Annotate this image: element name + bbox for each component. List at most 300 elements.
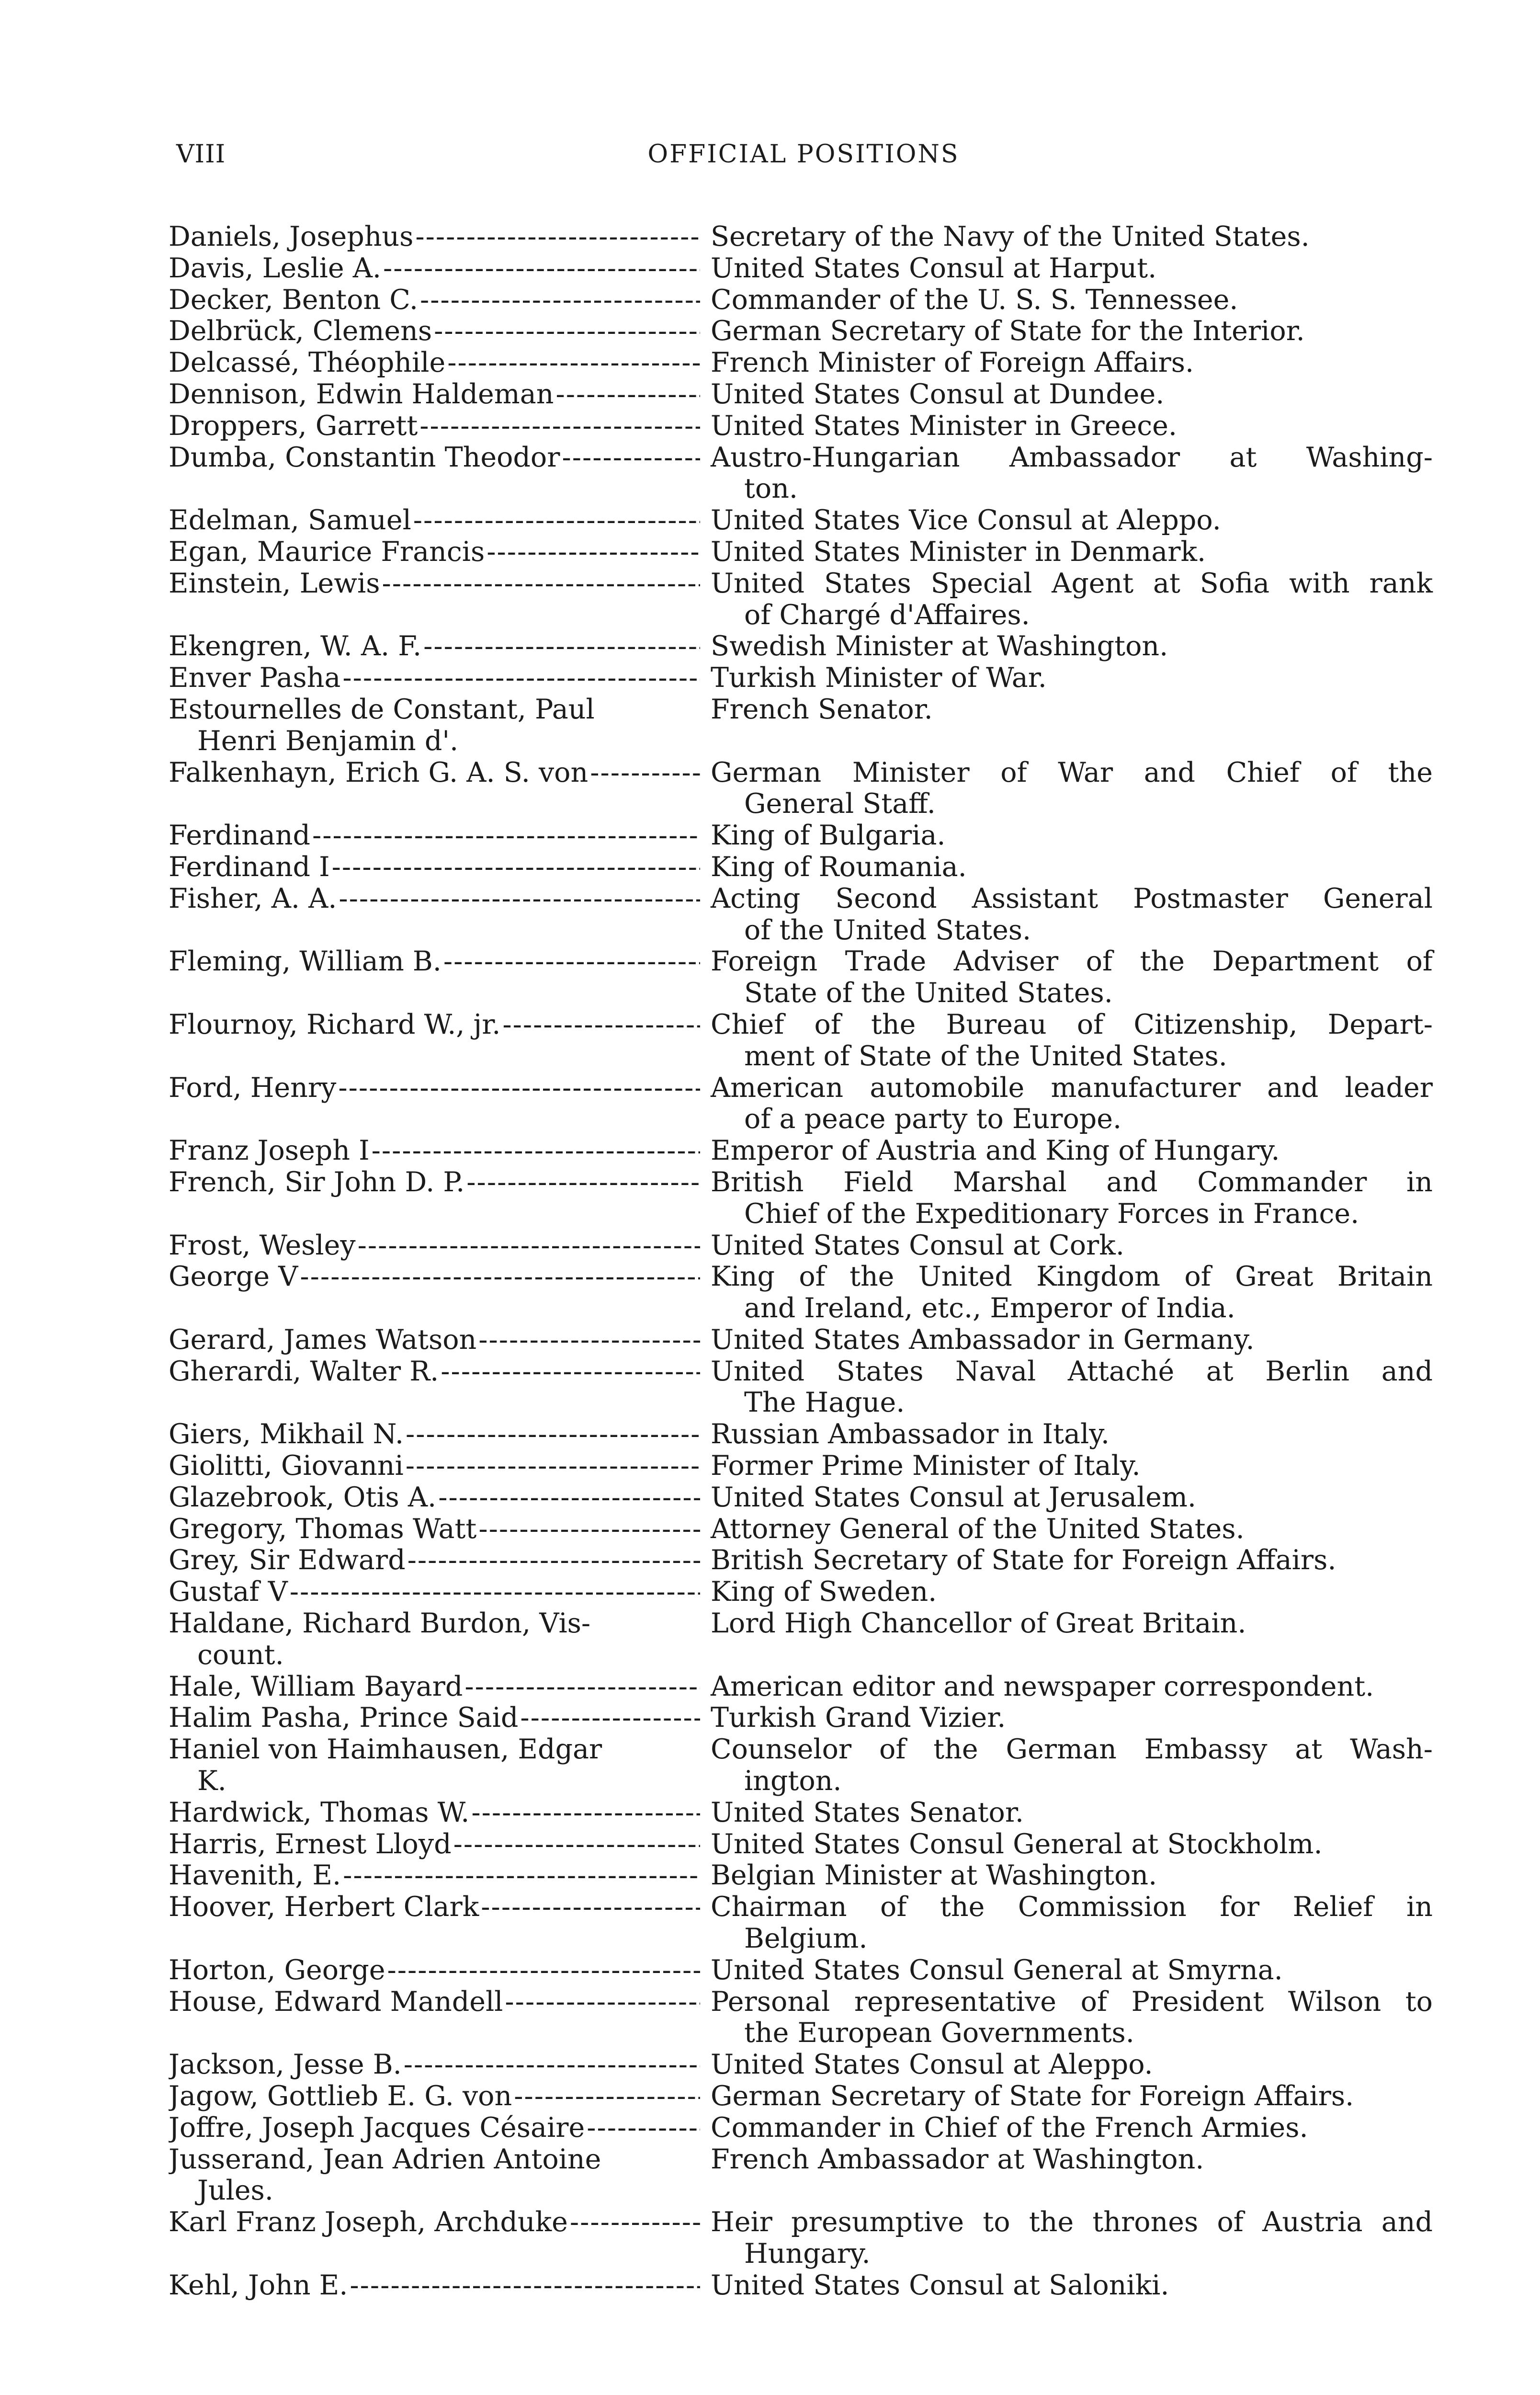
column-gap — [700, 1671, 711, 1703]
list-item — [169, 1860, 1433, 1892]
position-description-line: United States Naval Attaché at Berlin and — [711, 1355, 1433, 1387]
position-description-line: United States Vice Consul at Aleppo. — [711, 504, 1221, 536]
person-name-text: Franz Joseph I — [169, 1135, 370, 1167]
person-name-text: Dennison, Edwin Haldeman — [169, 378, 554, 410]
person-name-text: Ferdinand I — [169, 851, 330, 883]
person-name-line: Jusserand, Jean Adrien Antoine — [169, 2144, 601, 2175]
dot-leader — [441, 1356, 700, 1388]
dot-leader — [342, 662, 700, 694]
list-item — [169, 2270, 1433, 2302]
position-description-line: Chairman of the Commission for Relief in — [711, 1891, 1433, 1923]
list-item — [169, 946, 1433, 1009]
person-name-text: Kehl, John E. — [169, 2270, 348, 2301]
list-item — [169, 1892, 1433, 1955]
column-gap — [700, 694, 711, 757]
person-name — [169, 1955, 700, 1986]
list-item — [169, 1230, 1433, 1262]
position-description — [711, 1450, 1433, 1482]
person-name — [169, 316, 700, 347]
person-name — [169, 1608, 700, 1671]
person-name — [169, 946, 700, 1009]
dot-leader — [438, 1482, 700, 1514]
person-name — [169, 347, 700, 379]
position-description — [711, 536, 1433, 568]
column-gap — [700, 1576, 711, 1608]
person-name — [169, 379, 700, 411]
dot-leader — [419, 411, 700, 442]
position-description-line: United States Consul General at Smyrna. — [711, 1954, 1283, 1986]
person-name-text: Jackson, Jesse B. — [169, 2049, 402, 2081]
person-name-text: Giolitti, Giovanni — [169, 1450, 404, 1482]
person-name-text: Droppers, Garrett — [169, 410, 418, 442]
position-description — [711, 2270, 1433, 2302]
person-name-text: Ford, Henry — [169, 1072, 337, 1104]
dot-leader — [406, 1419, 700, 1450]
position-description — [711, 1419, 1433, 1450]
column-gap — [700, 1734, 711, 1797]
dot-leader — [570, 2207, 700, 2238]
person-name — [169, 568, 700, 631]
list-item — [169, 820, 1433, 852]
position-description-line: the European Governments. — [744, 2017, 1134, 2049]
position-description-line: Acting Second Assistant Postmaster General — [711, 882, 1433, 914]
list-item — [169, 1072, 1433, 1136]
position-description-line: Swedish Minister at Washington. — [711, 630, 1168, 662]
person-name — [169, 2144, 700, 2207]
list-item — [169, 1324, 1433, 1356]
person-name — [169, 1829, 700, 1860]
list-item — [169, 442, 1433, 505]
person-name — [169, 1230, 700, 1262]
position-description — [711, 1261, 1433, 1324]
position-description-line: United States Consul General at Stockholm. — [711, 1828, 1323, 1860]
person-name — [169, 1009, 700, 1072]
position-description-line: King of the United Kingdom of Great Britain — [711, 1261, 1433, 1293]
position-description — [711, 820, 1433, 852]
column-gap — [700, 1356, 711, 1419]
dot-leader — [339, 883, 700, 915]
person-name — [169, 2270, 700, 2302]
dot-leader — [404, 2049, 700, 2081]
column-gap — [700, 1009, 711, 1072]
column-gap — [700, 411, 711, 442]
person-name-text: Dumba, Constantin Theodor — [169, 442, 560, 473]
position-description-line: Foreign Trade Adviser of the Department of — [711, 946, 1433, 978]
position-description-line: of the United States. — [744, 914, 1031, 946]
position-description — [711, 1734, 1433, 1797]
position-description — [711, 1702, 1433, 1734]
position-description — [711, 2081, 1433, 2112]
position-description-line: United States Minister in Greece. — [711, 410, 1178, 442]
column-gap — [700, 2112, 711, 2144]
position-description-line: German Minister of War and Chief of the — [711, 756, 1433, 788]
position-description — [711, 253, 1433, 285]
person-name-text: Einstein, Lewis — [169, 568, 380, 599]
list-item — [169, 568, 1433, 631]
position-description-line: Belgian Minister at Washington. — [711, 1859, 1157, 1892]
position-description — [711, 1514, 1433, 1545]
list-item — [169, 2207, 1433, 2270]
person-name — [169, 1261, 700, 1324]
person-name-text: Jagow, Gottlieb E. G. von — [169, 2081, 512, 2112]
position-description-line: Turkish Minister of War. — [711, 662, 1047, 694]
person-name — [169, 1986, 700, 2050]
person-name — [169, 1324, 700, 1356]
position-description — [711, 1829, 1433, 1860]
position-description — [711, 568, 1433, 631]
list-item — [169, 1167, 1433, 1230]
list-item — [169, 1482, 1433, 1514]
person-name — [169, 662, 700, 694]
dot-leader — [464, 1671, 700, 1703]
position-description-line: Attorney General of the United States. — [711, 1513, 1245, 1545]
person-name-text: Decker, Benton C. — [169, 284, 418, 316]
position-description — [711, 1986, 1433, 2050]
person-name — [169, 2081, 700, 2112]
list-item — [169, 757, 1433, 821]
list-item — [169, 1955, 1433, 1986]
dot-leader — [312, 820, 700, 852]
column-gap — [700, 505, 711, 536]
person-name-text: Gherardi, Walter R. — [169, 1356, 439, 1387]
column-gap — [700, 852, 711, 883]
column-gap — [700, 1702, 711, 1734]
person-name-line: Haldane, Richard Burdon, Vis- — [169, 1608, 591, 1640]
dot-leader — [290, 1576, 700, 1608]
page-header — [176, 140, 1431, 178]
position-description-line: King of Sweden. — [711, 1576, 937, 1608]
position-description-line: American automobile manufacturer and leader — [711, 1072, 1433, 1104]
position-description-line: French Ambassador at Washington. — [711, 2143, 1204, 2175]
person-name-line: K. — [197, 1765, 226, 1797]
dot-leader — [520, 1702, 700, 1734]
column-gap — [700, 1482, 711, 1514]
person-name-text: Delbrück, Clemens — [169, 316, 432, 347]
person-name-text: Flournoy, Richard W., jr. — [169, 1009, 501, 1040]
list-item — [169, 1545, 1433, 1576]
person-name-text: French, Sir John D. P. — [169, 1166, 465, 1198]
position-description — [711, 1009, 1433, 1072]
list-item — [169, 221, 1433, 253]
column-gap — [700, 2270, 711, 2302]
dot-leader — [502, 1009, 700, 1041]
position-description-line: of Chargé d'Affaires. — [744, 599, 1030, 631]
person-name — [169, 505, 700, 536]
column-gap — [700, 1514, 711, 1545]
list-item — [169, 253, 1433, 285]
position-description-line: Hungary. — [744, 2238, 871, 2270]
dot-leader — [383, 253, 700, 285]
person-name — [169, 1356, 700, 1419]
position-description-line: ton. — [744, 473, 798, 505]
position-description — [711, 221, 1433, 253]
position-description — [711, 442, 1433, 505]
person-name — [169, 1671, 700, 1703]
position-description-line: The Hague. — [744, 1387, 905, 1419]
person-name — [169, 883, 700, 947]
person-name — [169, 631, 700, 662]
column-gap — [700, 568, 711, 631]
position-description — [711, 2049, 1433, 2081]
position-description-line: United States Consul at Cork. — [711, 1229, 1124, 1261]
column-gap — [700, 1545, 711, 1576]
position-description — [711, 505, 1433, 536]
dot-leader — [443, 946, 700, 978]
position-description-line: Chief of the Bureau of Citizenship, Depart- — [711, 1008, 1433, 1040]
column-gap — [700, 1986, 711, 2050]
person-name — [169, 1450, 700, 1482]
person-name — [169, 442, 700, 505]
position-description — [711, 2207, 1433, 2270]
position-description-line: Heir presumptive to the thrones of Austria and — [711, 2206, 1433, 2238]
dot-leader — [587, 2112, 700, 2144]
column-gap — [700, 2144, 711, 2207]
person-name-line: Haniel von Haimhausen, Edgar — [169, 1734, 602, 1766]
list-item — [169, 411, 1433, 442]
person-name — [169, 1797, 700, 1829]
positions-list — [169, 221, 1433, 2302]
column-gap — [700, 316, 711, 347]
column-gap — [700, 946, 711, 1009]
list-item — [169, 1356, 1433, 1419]
dot-leader — [423, 631, 700, 662]
position-description-line: Commander in Chief of the French Armies. — [711, 2111, 1308, 2144]
person-name-text: Joffre, Joseph Jacques Césaire — [169, 2112, 585, 2144]
person-name — [169, 2112, 700, 2144]
list-item — [169, 631, 1433, 662]
dot-leader — [358, 1230, 700, 1262]
dot-leader — [590, 757, 700, 789]
position-description-line: United States Consul at Harput. — [711, 252, 1157, 284]
position-description — [711, 285, 1433, 316]
person-name-text: Fleming, William B. — [169, 946, 442, 978]
position-description — [711, 1072, 1433, 1136]
column-gap — [700, 2081, 711, 2112]
dot-leader — [487, 536, 700, 568]
dot-leader — [447, 347, 700, 379]
position-description — [711, 694, 1433, 757]
dot-leader — [478, 1514, 700, 1545]
person-name-text: Gustaf V — [169, 1576, 288, 1608]
position-description-line: Emperor of Austria and King of Hungary. — [711, 1135, 1280, 1167]
column-gap — [700, 1167, 711, 1230]
column-gap — [700, 1261, 711, 1324]
dot-leader — [555, 379, 700, 411]
person-name-line: count. — [197, 1639, 284, 1671]
person-name-text: Fisher, A. A. — [169, 883, 337, 914]
position-description — [711, 347, 1433, 379]
position-description-line: Chief of the Expeditionary Forces in France. — [744, 1198, 1359, 1230]
column-gap — [700, 1324, 711, 1356]
position-description-line: Former Prime Minister of Italy. — [711, 1450, 1141, 1482]
dot-leader — [505, 1986, 700, 2018]
dot-leader — [415, 221, 700, 253]
dot-leader — [478, 1324, 700, 1356]
person-name — [169, 1072, 700, 1136]
column-gap — [700, 820, 711, 852]
position-description — [711, 1576, 1433, 1608]
position-description-line: ment of State of the United States. — [744, 1040, 1227, 1072]
list-item — [169, 2049, 1433, 2081]
position-description-line: British Secretary of State for Foreign Affairs. — [711, 1544, 1336, 1576]
dot-leader — [300, 1261, 700, 1293]
list-item — [169, 316, 1433, 347]
position-description — [711, 1230, 1433, 1262]
position-description-line: Belgium. — [744, 1923, 868, 1955]
person-name-text: Delcassé, Théophile — [169, 347, 446, 379]
column-gap — [700, 757, 711, 821]
position-description — [711, 883, 1433, 947]
position-description — [711, 1671, 1433, 1703]
position-description — [711, 1608, 1433, 1671]
list-item — [169, 2144, 1433, 2207]
list-item — [169, 1261, 1433, 1324]
dot-leader — [372, 1135, 700, 1167]
list-item — [169, 852, 1433, 883]
person-name — [169, 221, 700, 253]
person-name-text: Halim Pasha, Prince Said — [169, 1702, 519, 1734]
position-description-line: United States Consul at Saloniki. — [711, 2269, 1169, 2301]
column-gap — [700, 1072, 711, 1136]
person-name-text: Hale, William Bayard — [169, 1671, 463, 1702]
person-name-line: Henri Benjamin d'. — [197, 725, 459, 757]
position-description — [711, 316, 1433, 347]
person-name — [169, 1860, 700, 1892]
dot-leader — [408, 1545, 700, 1576]
position-description-line: General Staff. — [744, 788, 936, 820]
column-gap — [700, 1135, 711, 1167]
position-description — [711, 1892, 1433, 1955]
dot-leader — [338, 1072, 700, 1104]
position-description — [711, 1324, 1433, 1356]
dot-leader — [332, 852, 700, 883]
position-description — [711, 2112, 1433, 2144]
person-name — [169, 1514, 700, 1545]
list-item — [169, 1829, 1433, 1860]
position-description-line: United States Consul at Jerusalem. — [711, 1481, 1197, 1513]
person-name — [169, 2207, 700, 2270]
position-description — [711, 1860, 1433, 1892]
list-item — [169, 1797, 1433, 1829]
dot-leader — [481, 1892, 700, 1923]
position-description — [711, 1167, 1433, 1230]
position-description-line: United States Ambassador in Germany. — [711, 1323, 1255, 1356]
person-name-text: Horton, George — [169, 1954, 385, 1986]
person-name — [169, 1576, 700, 1608]
position-description — [711, 1356, 1433, 1419]
person-name-text: Ferdinand — [169, 820, 311, 852]
list-item — [169, 1671, 1433, 1703]
column-gap — [700, 347, 711, 379]
column-gap — [700, 1860, 711, 1892]
position-description-line: Commander of the U. S. S. Tennessee. — [711, 284, 1238, 316]
position-description-line: British Field Marshal and Commander in — [711, 1166, 1433, 1198]
person-name — [169, 1482, 700, 1514]
person-name-text: Hoover, Herbert Clark — [169, 1892, 479, 1923]
list-item — [169, 285, 1433, 316]
position-description-line: French Minister of Foreign Affairs. — [711, 347, 1194, 379]
position-description-line: German Secretary of State for the Interior. — [711, 315, 1305, 347]
position-description-line: Lord High Chancellor of Great Britain. — [711, 1608, 1246, 1640]
person-name-text: Egan, Maurice Francis — [169, 536, 485, 568]
list-item — [169, 536, 1433, 568]
person-name-text: Giers, Mikhail N. — [169, 1419, 404, 1450]
person-name — [169, 1734, 700, 1797]
dot-leader — [514, 2081, 700, 2112]
list-item — [169, 1608, 1433, 1671]
person-name — [169, 1135, 700, 1167]
person-name — [169, 1419, 700, 1450]
column-gap — [700, 883, 711, 947]
position-description-line: Austro-Hungarian Ambassador at Washing- — [711, 441, 1433, 473]
person-name — [169, 820, 700, 852]
list-item — [169, 1419, 1433, 1450]
position-description-line: Personal representative of President Wilson to — [711, 1985, 1433, 2018]
list-item — [169, 694, 1433, 757]
column-gap — [700, 1419, 711, 1450]
position-description-line: State of the United States. — [744, 977, 1113, 1009]
person-name — [169, 285, 700, 316]
list-item — [169, 505, 1433, 536]
column-gap — [700, 253, 711, 285]
dot-leader — [413, 505, 700, 536]
list-item — [169, 662, 1433, 694]
position-description-line: and Ireland, etc., Emperor of India. — [744, 1292, 1235, 1324]
position-description-line: Turkish Grand Vizier. — [711, 1702, 1006, 1734]
person-name-text: Frost, Wesley — [169, 1230, 356, 1261]
position-description-line: United States Special Agent at Sofia with rank — [711, 567, 1433, 599]
person-name-line: Estournelles de Constant, Paul — [169, 694, 595, 725]
position-description — [711, 1955, 1433, 1986]
person-name-text: Enver Pasha — [169, 662, 341, 694]
column-gap — [700, 379, 711, 411]
position-description — [711, 1135, 1433, 1167]
position-description — [711, 411, 1433, 442]
list-item — [169, 1135, 1433, 1167]
position-description-line: United States Minister in Denmark. — [711, 536, 1206, 568]
dot-leader — [387, 1955, 701, 1986]
person-name — [169, 1892, 700, 1955]
position-description-line: American editor and newspaper correspondent. — [711, 1670, 1374, 1702]
person-name-text: Daniels, Josephus — [169, 221, 414, 252]
dot-leader — [466, 1167, 700, 1198]
position-description — [711, 852, 1433, 883]
position-description-line: King of Bulgaria. — [711, 820, 946, 852]
position-description-line: German Secretary of State for Foreign Affairs. — [711, 2080, 1354, 2112]
person-name — [169, 852, 700, 883]
person-name-text: Havenith, E. — [169, 1860, 341, 1892]
column-gap — [700, 442, 711, 505]
position-description-line: ington. — [744, 1765, 842, 1797]
column-gap — [700, 1829, 711, 1860]
person-name-text: Falkenhayn, Erich G. A. S. von — [169, 757, 589, 788]
dot-leader — [350, 2270, 700, 2302]
position-description-line: Russian Ambassador in Italy. — [711, 1418, 1110, 1450]
dot-leader — [382, 568, 700, 600]
person-name — [169, 253, 700, 285]
column-gap — [700, 662, 711, 694]
position-description — [711, 2144, 1433, 2207]
position-description-line: King of Roumania. — [711, 851, 967, 883]
dot-leader — [471, 1797, 700, 1829]
person-name-text: Glazebrook, Otis A. — [169, 1482, 437, 1513]
column-gap — [700, 1450, 711, 1482]
position-description-line: of a peace party to Europe. — [744, 1103, 1122, 1135]
column-gap — [700, 2207, 711, 2270]
page-title: OFFICIAL POSITIONS — [647, 140, 960, 169]
position-description — [711, 1797, 1433, 1829]
dot-leader — [343, 1860, 700, 1892]
